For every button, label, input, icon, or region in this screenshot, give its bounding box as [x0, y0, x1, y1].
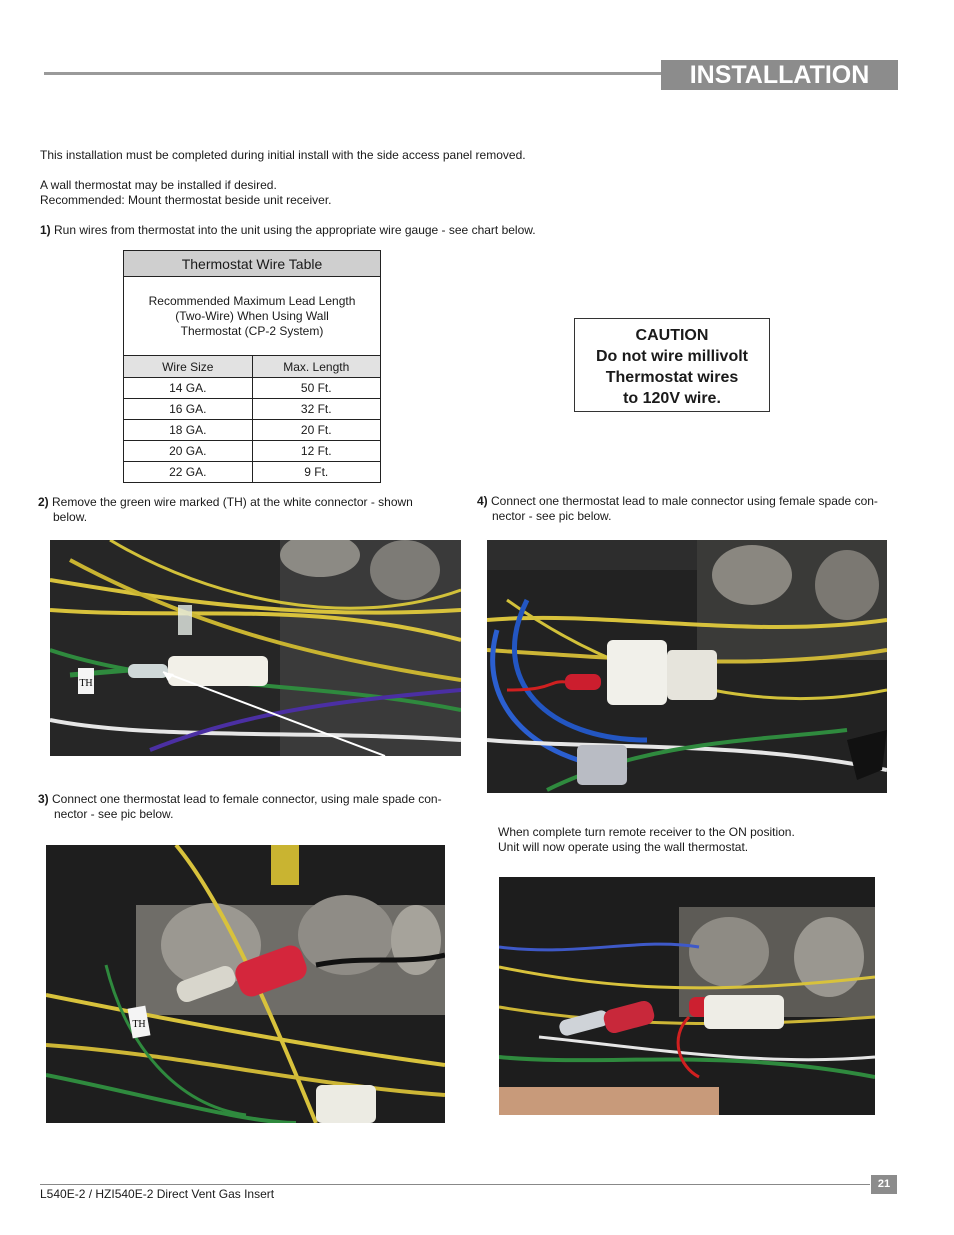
step-3-text-b: nector - see pic below.: [54, 807, 174, 821]
step-4: [477, 494, 917, 524]
step-2-number: 2): [38, 495, 49, 509]
max-length-cell: 50 Ft.: [252, 378, 381, 399]
wire-size-cell: 18 GA.: [124, 420, 253, 441]
intro-line-2: A wall thermostat may be installed if desired.: [40, 178, 277, 192]
step-4-text-b: nector - see pic below.: [492, 509, 612, 523]
max-length-cell: 20 Ft.: [252, 420, 381, 441]
step-1-text: Run wires from thermostat into the unit using the appropriate wire gauge - see chart below.: [54, 223, 536, 237]
photo-3-wire-tag: TH: [132, 1019, 146, 1030]
thermostat-wire-table: [123, 250, 381, 483]
final-line-1: When complete turn remote receiver to the ON position.: [498, 825, 795, 839]
step-3: [38, 792, 468, 822]
caution-heading: CAUTION: [635, 327, 709, 344]
step-3-text-a: Connect one thermostat lead to female connector, using male spade con-: [52, 792, 442, 806]
step-4-text-a: Connect one thermostat lead to male connector using female spade con-: [491, 494, 878, 508]
footer-rule: [40, 1184, 870, 1185]
step-3-number: 3): [38, 792, 49, 806]
caution-line-2: Do not wire millivolt: [595, 348, 748, 365]
photo-step-3-connector: [46, 845, 445, 1123]
column-header-wire-size: Wire Size: [124, 356, 253, 378]
table-row: [124, 462, 381, 483]
caution-line-4: to 120V wire.: [623, 390, 721, 407]
page-number: 21: [871, 1175, 897, 1194]
step-4-number: 4): [477, 494, 488, 508]
table-row: [124, 441, 381, 462]
max-length-cell: 12 Ft.: [252, 441, 381, 462]
step-2: [38, 495, 458, 525]
table-description: [124, 277, 381, 356]
wire-size-cell: 14 GA.: [124, 378, 253, 399]
table-desc-line-3: Thermostat (CP-2 System): [180, 323, 324, 338]
photo-step-4-connector: [487, 540, 887, 793]
intro-line-3: Recommended: Mount thermostat beside unit receiver.: [40, 193, 332, 207]
photo-final-connection: [499, 877, 875, 1115]
wire-size-cell: 16 GA.: [124, 399, 253, 420]
photo-step-2-graphic: [50, 540, 461, 756]
footer-document-title: L540E-2 / HZI540E-2 Direct Vent Gas Insert: [40, 1187, 275, 1201]
final-line-2: Unit will now operate using the wall thermostat.: [498, 840, 749, 854]
max-length-cell: 32 Ft.: [252, 399, 381, 420]
caution-line-3: Thermostat wires: [605, 369, 739, 386]
table-desc-line-2: (Two-Wire) When Using Wall: [175, 308, 329, 323]
photo-final-graphic: [499, 877, 875, 1115]
step-1-number: 1): [40, 223, 51, 237]
final-instructions: [498, 825, 918, 855]
page-title: INSTALLATION: [689, 61, 870, 89]
wire-size-cell: 20 GA.: [124, 441, 253, 462]
wire-size-cell: 22 GA.: [124, 462, 253, 483]
table-row: [124, 420, 381, 441]
step-2-text-a: Remove the green wire marked (TH) at the white connector - shown: [52, 495, 413, 509]
table-row: [124, 378, 381, 399]
photo-step-2-connector: [50, 540, 461, 756]
table-title: Thermostat Wire Table: [124, 251, 381, 277]
table-row: [124, 399, 381, 420]
step-1: [40, 223, 536, 238]
photo-step-4-graphic: [487, 540, 887, 793]
photo-1-wire-tag: TH: [79, 678, 93, 689]
table-desc-line-1: Recommended Maximum Lead Length: [148, 293, 356, 308]
header-rule: [44, 72, 664, 75]
intro-line-1: This installation must be completed during initial install with the side access panel removed.: [40, 148, 526, 162]
max-length-cell: 9 Ft.: [252, 462, 381, 483]
caution-box: [574, 318, 770, 412]
column-header-max-length: Max. Length: [252, 356, 381, 378]
step-2-text-b: below.: [53, 510, 88, 524]
photo-step-3-graphic: [46, 845, 445, 1123]
